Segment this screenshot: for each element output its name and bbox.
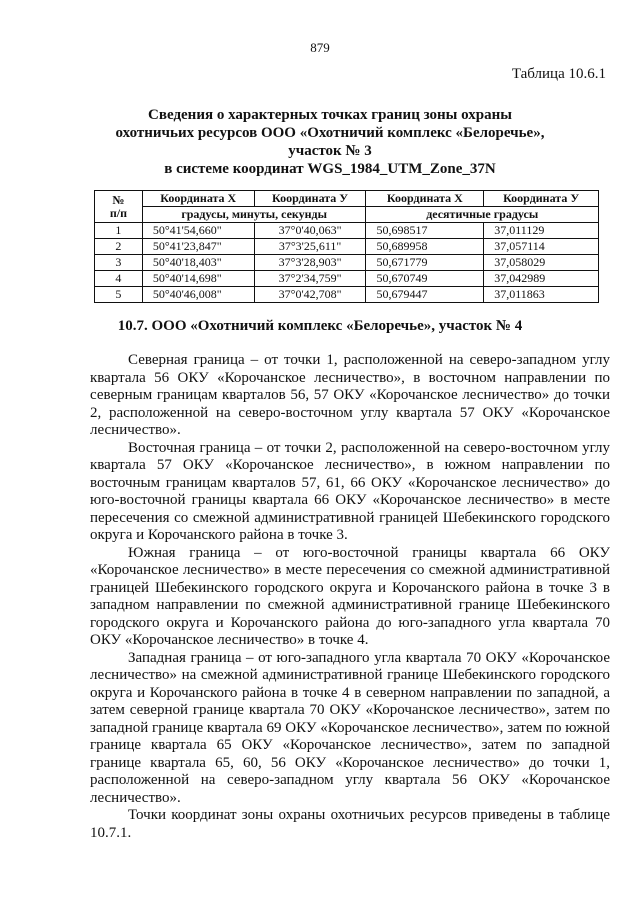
heading-line-4: в системе координат WGS_1984_UTM_Zone_37N <box>164 161 496 177</box>
cell-x-dec: 50,698517 <box>366 223 484 239</box>
heading-line-1: Сведения о характерных точках границ зоны охраны <box>148 107 512 123</box>
table-row <box>95 255 599 271</box>
cell-y-dec: 37,058029 <box>484 255 599 271</box>
cell-x-dms: 50°41'54,660" <box>142 223 254 239</box>
table-row <box>95 223 599 239</box>
cell-x-dms: 50°41'23,847" <box>142 239 254 255</box>
header-y-dec: Координата У <box>484 191 599 207</box>
table-row <box>95 271 599 287</box>
cell-number: 4 <box>95 271 143 287</box>
table-heading <box>60 106 600 178</box>
cell-number: 3 <box>95 255 143 271</box>
paragraph-south-boundary: Южная граница – от юго-восточной границы квартала 66 ОКУ «Корочанское лесничество» в месте пересечения со смежной административной границей Шебекинского городского округа и Корочанского района в точке 3 в западном направлении по смежной административной границе Шебекинского городского округа и Корочанского района до юго-западного угла квартала 70 ОКУ «Корочанское лесничество» в точке 4. <box>90 544 610 648</box>
page-number: 879 <box>310 40 330 55</box>
cell-y-dec: 37,057114 <box>484 239 599 255</box>
heading-line-2: охотничьих ресурсов ООО «Охотничий комплекс «Белоречье», <box>115 125 545 141</box>
cell-y-dec: 37,011863 <box>484 287 599 303</box>
table-row <box>95 239 599 255</box>
cell-x-dms: 50°40'18,403" <box>142 255 254 271</box>
cell-x-dec: 50,670749 <box>366 271 484 287</box>
cell-y-dms: 37°3'25,611" <box>254 239 366 255</box>
paragraph-table-reference: Точки координат зоны охраны охотничьих ресурсов приведены в таблице 10.7.1. <box>90 807 610 841</box>
header-x-dms: Координата X <box>142 191 254 207</box>
cell-number: 5 <box>95 287 143 303</box>
header-x-dec: Координата X <box>366 191 484 207</box>
paragraph-north-boundary: Северная граница – от точки 1, расположенной на северо-западном углу квартала 56 ОКУ «Корочанское лесничество», в восточном направлении по северным границам кварталов 56, 57 ОКУ «Корочанское лесничество» до точки 2, расположенной на северо-восточном углу квартала 57 ОКУ «Корочанское лесничество». <box>90 352 610 438</box>
paragraph-west-boundary: Западная граница – от юго-западного угла квартала 70 ОКУ «Корочанское лесничество» на смежной административной границе Шебекинского городского округа и Корочанского района в точке 4 в северном направлении по западной, а затем северной границе квартала 70 ОКУ «Корочанское лесничество», затем по западной границе квартала 69 ОКУ «Корочанское лесничество», затем по южной границе квартала 65 ОКУ «Корочанское лесничество», затем по западной границе квартала 65, 60, 56 ОКУ «Корочанское лесничество» до точки 1, расположенной на северо-западном углу квартала 56 ОКУ «Корочанское лесничество». <box>90 649 610 806</box>
header-number <box>95 191 143 223</box>
cell-number: 1 <box>95 223 143 239</box>
subheader-dec: десятичные градусы <box>366 207 599 223</box>
cell-number: 2 <box>95 239 143 255</box>
cell-x-dms: 50°40'46,008" <box>142 287 254 303</box>
paragraph-east-boundary: Восточная граница – от точки 2, расположенной на северо-восточном углу квартала 57 ОКУ «Корочанское лесничество», в южном направлении по восточным границам кварталов 57, 61, 66 ОКУ «Корочанское лесничество» до юго-восточной границы квартала 66 ОКУ «Корочанское лесничество» в месте пересечения со смежной административной границей Шебекинского городского округа и Корочанского района в точке 3. <box>90 439 610 543</box>
subheader-dms: градусы, минуты, секунды <box>142 207 366 223</box>
header-number-line-2: п/п <box>109 205 127 220</box>
cell-y-dms: 37°0'42,708" <box>254 287 366 303</box>
header-y-dms: Координата У <box>254 191 366 207</box>
cell-y-dec: 37,042989 <box>484 271 599 287</box>
cell-x-dec: 50,689958 <box>366 239 484 255</box>
table-label: Таблица 10.6.1 <box>511 66 606 82</box>
cell-x-dec: 50,671779 <box>366 255 484 271</box>
cell-y-dec: 37,011129 <box>484 223 599 239</box>
body-text <box>90 352 610 842</box>
heading-line-3: участок № 3 <box>288 143 372 159</box>
cell-y-dms: 37°2'34,759" <box>254 271 366 287</box>
section-title: 10.7. ООО «Охотничий комплекс «Белоречье», участок № 4 <box>117 318 523 334</box>
cell-y-dms: 37°0'40,063" <box>254 223 366 239</box>
table-row <box>95 287 599 303</box>
coordinates-table <box>94 190 599 303</box>
cell-x-dms: 50°40'14,698" <box>142 271 254 287</box>
header-number-line-1: № <box>112 192 125 207</box>
cell-x-dec: 50,679447 <box>366 287 484 303</box>
table-header-row <box>95 191 599 207</box>
table-subheader-row <box>95 207 599 223</box>
cell-y-dms: 37°3'28,903" <box>254 255 366 271</box>
